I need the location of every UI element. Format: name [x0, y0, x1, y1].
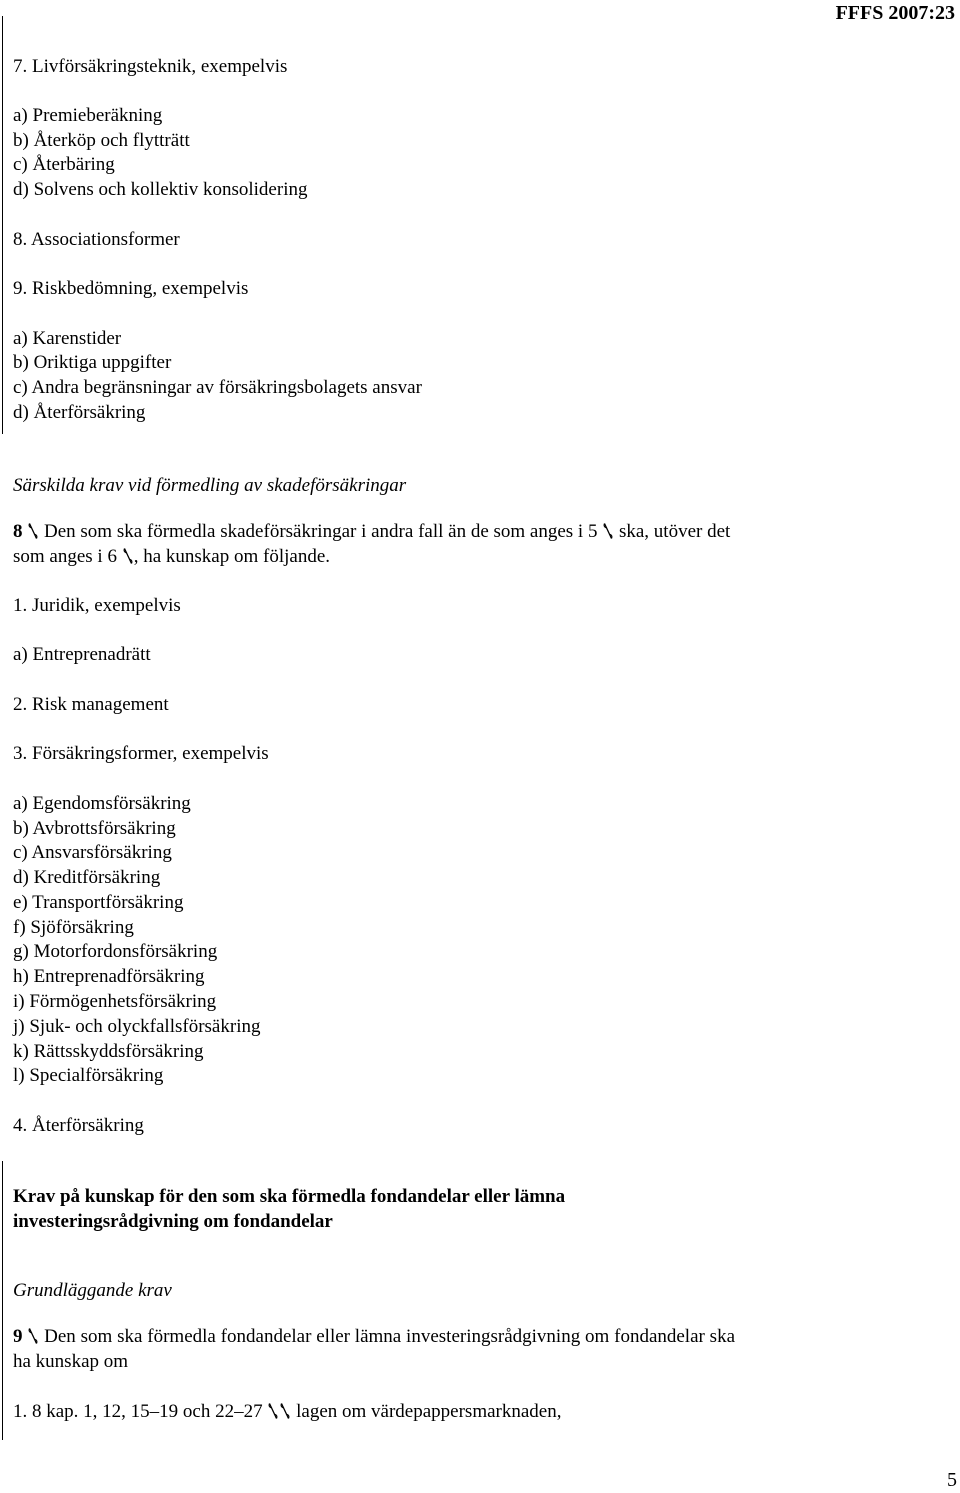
list-subitem: g) Motorfordonsförsäkring: [13, 941, 218, 962]
paragraph-8: [13, 520, 735, 570]
list-subitem: i) Förmögenhetsförsäkring: [13, 991, 217, 1012]
list-subitem: d) Återförsäkring: [13, 402, 146, 423]
list-subitem: d) Solvens och kollektiv konsolidering: [13, 179, 308, 200]
section-heading-fond: Krav på kunskap för den som ska förmedla fondandelar eller lämna investeringsrådgivning om fondandelar: [13, 1186, 566, 1232]
list-subitem: j) Sjuk- och olyckfallsförsäkring: [13, 1016, 261, 1037]
list-item-1: 1. Juridik, exempelvis: [13, 595, 181, 616]
list-subitem: f) Sjöförsäkring: [13, 917, 134, 938]
list-item-8: 8. Associationsformer: [13, 229, 180, 250]
paragraph-number: 8: [13, 521, 23, 542]
list-item-7: 7. Livförsäkringsteknik, exempelvis: [13, 56, 288, 77]
section-sign-icon: [27, 1327, 39, 1345]
list-subitem: c) Återbäring: [13, 154, 115, 175]
section-sign-icon: [279, 1402, 291, 1420]
section-heading-skade: Särskilda krav vid förmedling av skadeförsäkringar: [13, 475, 407, 496]
list-subitem: a) Premieberäkning: [13, 105, 163, 126]
list-subitem: b) Oriktiga uppgifter: [13, 352, 172, 373]
list-subitem: a) Karenstider: [13, 328, 122, 349]
document-reference: FFFS 2007:23: [835, 2, 955, 24]
list-subitem: e) Transportförsäkring: [13, 892, 184, 913]
list-subitem: l) Specialförsäkring: [13, 1065, 164, 1086]
list-subitem: d) Kreditförsäkring: [13, 867, 161, 888]
paragraph-text-2: ska, utöver det som anges i 6: [13, 521, 731, 567]
list-item-9: 9. Riskbedömning, exempelvis: [13, 278, 249, 299]
list-subitem: b) Återköp och flytträtt: [13, 130, 190, 151]
section-sign-icon: [27, 522, 39, 540]
list-item-1-fond: [13, 1400, 562, 1425]
list-item-2: 2. Risk management: [13, 694, 169, 715]
section-sign-icon: [122, 547, 134, 565]
revision-bar-1: [2, 16, 3, 434]
section-sign-icon: [267, 1402, 279, 1420]
list-subitem: a) Entreprenadrätt: [13, 644, 151, 665]
list-subitem: a) Egendomsförsäkring: [13, 793, 191, 814]
list-item-4: 4. Återförsäkring: [13, 1115, 144, 1136]
subheading-grundlaggande: Grundläggande krav: [13, 1280, 172, 1301]
page-number: 5: [947, 1469, 957, 1491]
paragraph-9: [13, 1325, 735, 1375]
list-item-text-2: lagen om värdepappersmarknaden,: [296, 1401, 562, 1422]
revision-bar-2: [2, 1161, 3, 1440]
list-subitem: h) Entreprenadförsäkring: [13, 966, 205, 987]
list-item-text-1: 1. 8 kap. 1, 12, 15–19 och 22–27: [13, 1401, 263, 1422]
list-subitem: c) Ansvarsförsäkring: [13, 842, 172, 863]
list-subitem: b) Avbrottsförsäkring: [13, 818, 176, 839]
paragraph-text-1: Den som ska förmedla skadeförsäkringar i andra fall än de som anges i 5: [44, 521, 598, 542]
list-subitem: c) Andra begränsningar av försäkringsbolagets ansvar: [13, 377, 422, 398]
list-subitem: k) Rättsskyddsförsäkring: [13, 1041, 204, 1062]
list-item-3: 3. Försäkringsformer, exempelvis: [13, 743, 269, 764]
section-sign-icon: [602, 522, 614, 540]
paragraph-number: 9: [13, 1326, 23, 1347]
paragraph-text: Den som ska förmedla fondandelar eller lämna investeringsrådgivning om fondandelar ska ha kunskap om: [13, 1326, 735, 1372]
paragraph-text-3: , ha kunskap om följande.: [133, 545, 331, 567]
